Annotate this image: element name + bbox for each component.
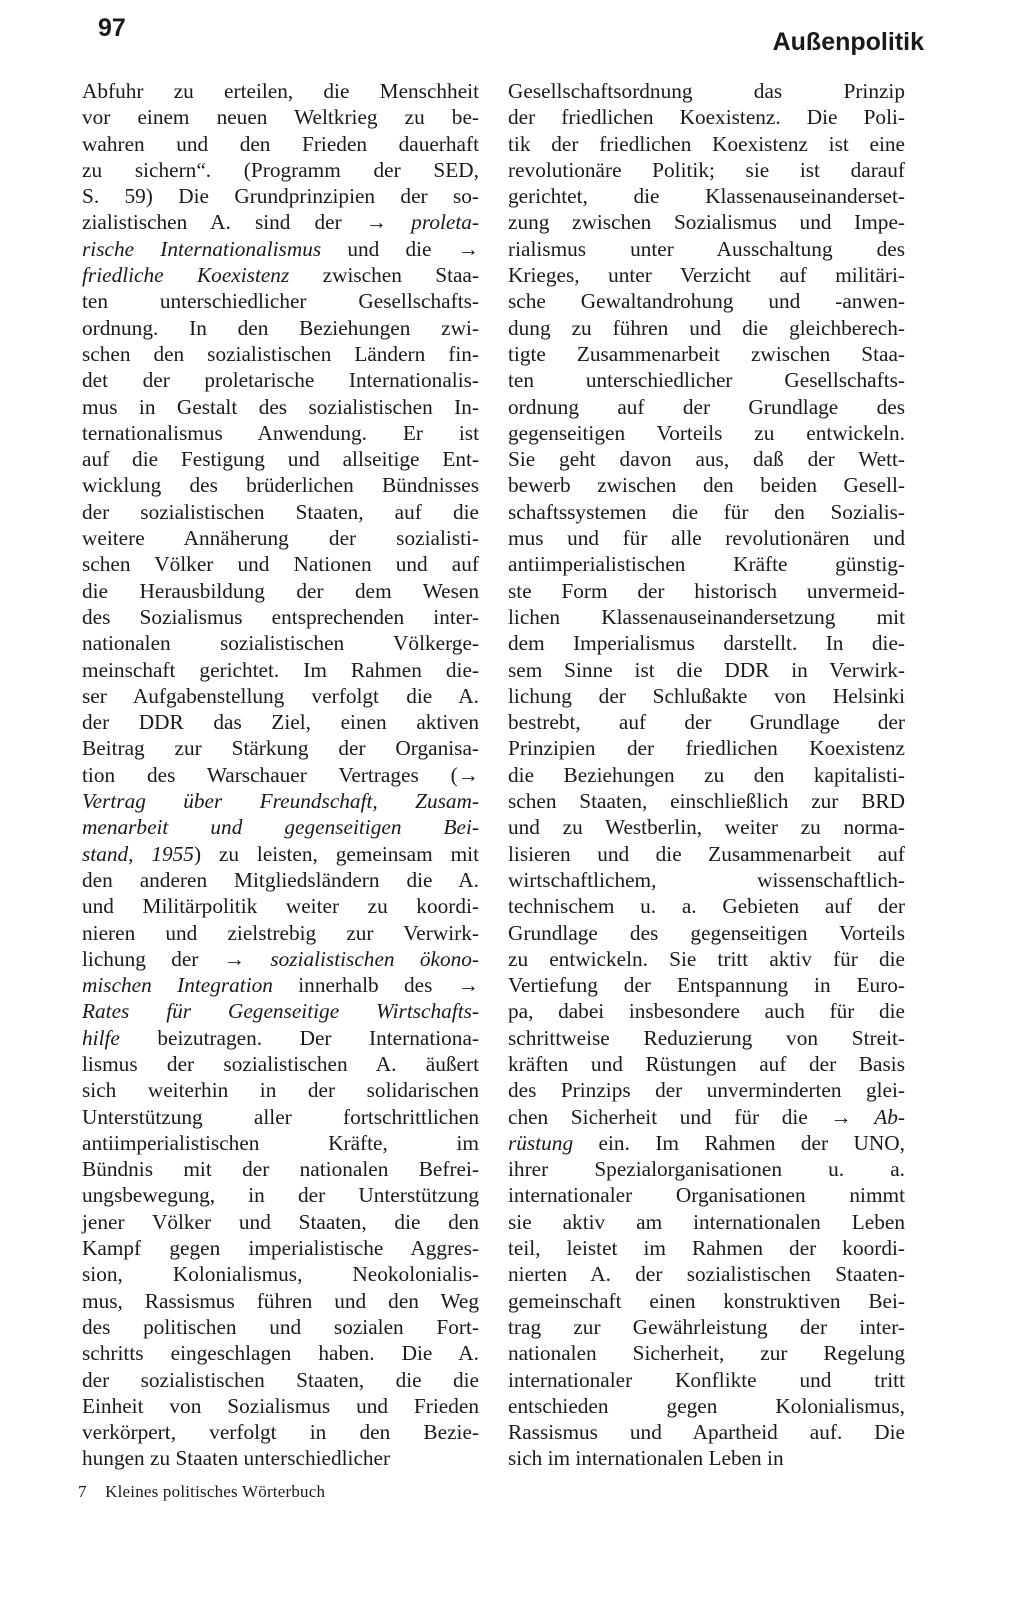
text-line [508,183,905,209]
text-line [508,1130,905,1156]
text-line [508,1288,905,1314]
text-line [82,288,479,314]
text-run: lichung der Schlußakte von Helsinki [508,683,905,708]
text-line [508,472,905,498]
text-run: vor einem neuen Weltkrieg zu be- [82,105,479,130]
text-line [508,578,905,604]
text-run: gerichtet, die Klassenauseinanderset- [508,184,905,209]
text-line [82,1261,479,1287]
text-line [508,341,905,367]
text-run: der DDR das Ziel, einen aktiven [82,710,479,735]
text-run: des Sozialismus entsprechenden inter- [82,604,479,629]
left-text-column [82,78,479,1472]
text-line [508,1261,905,1287]
text-run: schen Völker und Nationen und auf [82,552,479,577]
text-run: kräften und Rüstungen auf der Basis [508,1051,905,1076]
text-line [82,841,479,867]
text-run: innerhalb des → [272,973,479,998]
text-line [82,893,479,919]
text-line [508,551,905,577]
text-run: Gesellschaftsordnung das Prinzip [508,79,905,103]
text-line [82,578,479,604]
text-line [82,1104,479,1130]
text-line [508,367,905,393]
text-line [82,657,479,683]
text-line [82,1209,479,1235]
text-run: nationalen sozialistischen Völkerge- [82,631,479,656]
text-line [82,446,479,472]
text-run: meinschaft gerichtet. Im Rahmen die- [82,657,479,682]
text-line [82,157,479,183]
text-run: des politischen und sozialen Fort- [82,1314,479,1339]
text-line [508,1051,905,1077]
text-run: wirtschaftlichem, wissenschaftlich- [508,867,905,892]
text-run: dung zu führen und die gleichberech- [508,315,905,340]
text-run: auf die Festigung und allseitige Ent- [82,447,479,472]
text-run: und zu Westberlin, weiter zu norma- [508,815,905,840]
text-line [508,735,905,761]
text-line [82,1051,479,1077]
text-run: sion, Kolonialismus, Neokolonialis- [82,1262,479,1287]
text-run: tigte Zusammenarbeit zwischen Staa- [508,341,905,366]
italic-term: stand, 1955 [82,841,194,866]
text-line [82,1130,479,1156]
italic-term: rische Internationalismus [82,236,322,261]
text-run: ternationalismus Anwendung. Er ist [82,420,479,445]
text-run: zu sichern“. (Programm der SED, [82,157,479,182]
text-line [82,1156,479,1182]
text-line [508,420,905,446]
text-line [508,78,905,104]
text-line [82,1367,479,1393]
text-line [508,157,905,183]
text-line [82,420,479,446]
right-text-column [508,78,905,1472]
text-run: sich weiterhin in der solidarischen [82,1078,479,1103]
text-run: antiimperialistischen Kräfte günstig- [508,552,905,577]
text-run: Krieges, unter Verzicht auf militäri- [508,263,905,288]
text-run: trag zur Gewährleistung der inter- [508,1314,905,1339]
text-line [82,998,479,1024]
text-run: mus und für alle revolutionären und [508,526,905,551]
text-line [508,1419,905,1445]
text-run: Abfuhr zu erteilen, die Menschheit [82,79,479,103]
text-run: pa, dabei insbesondere auch für die [508,999,905,1024]
text-line [82,472,479,498]
text-run: Vertiefung der Entspannung in Euro- [508,973,905,998]
text-line [508,394,905,420]
text-run: ein. Im Rahmen der UNO, [573,1130,905,1155]
text-run: die Herausbildung der dem Wesen [82,578,479,603]
text-run: bestrebt, auf der Grundlage der [508,710,905,735]
text-run: Rassismus und Apartheid auf. Die [508,1420,905,1445]
text-line [508,1445,905,1471]
text-run: ihrer Spezialorganisationen u. a. [508,1157,905,1182]
text-line [508,1077,905,1103]
text-line [508,446,905,472]
text-line [508,657,905,683]
text-run: ordnung auf der Grundlage des [508,394,905,419]
text-line [82,236,479,262]
text-line [508,104,905,130]
text-run: gemeinschaft einen konstruktiven Bei- [508,1288,905,1313]
text-run: zwischen Staa- [289,263,479,288]
text-line [508,262,905,288]
text-run: sich im internationalen Leben in [508,1446,784,1471]
text-run: teil, leistet im Rahmen der koordi- [508,1236,905,1261]
text-run: beizutragen. Der Internationa- [119,1025,479,1050]
text-line [82,367,479,393]
text-line [508,1393,905,1419]
text-run: der sozialistischen Staaten, auf die [82,499,479,524]
text-run: und Militärpolitik weiter zu koordi- [82,894,479,919]
text-line [508,1367,905,1393]
text-run: ten unterschiedlicher Gesellschafts- [82,289,479,314]
text-run: bewerb zwischen den beiden Gesell- [508,473,905,498]
text-line [82,1235,479,1261]
text-run: ordnung. In den Beziehungen zwi- [82,315,479,340]
text-line [82,104,479,130]
text-run: rialismus unter Ausschaltung des [508,236,905,261]
text-run: jener Völker und Staaten, die den [82,1209,479,1234]
text-line [508,1340,905,1366]
text-line [508,1156,905,1182]
italic-term: Ab- [874,1104,905,1129]
text-run: wahren und den Frieden dauerhaft [82,131,479,156]
text-line [82,499,479,525]
text-run: technischem u. a. Gebieten auf der [508,894,905,919]
text-line [82,972,479,998]
text-run: tik der friedlichen Koexistenz ist eine [508,131,905,156]
text-line [508,499,905,525]
text-run: sie aktiv am internationalen Leben [508,1209,905,1234]
italic-term: rüstung [508,1130,574,1155]
text-run: verkörpert, verfolgt in den Bezie- [82,1420,479,1445]
text-run: wicklung des brüderlichen Bündnisses [82,473,479,498]
text-line [508,1182,905,1208]
text-line [508,1314,905,1340]
text-line [82,683,479,709]
text-line [82,1288,479,1314]
text-run: dem Imperialismus darstellt. In die- [508,631,905,656]
text-run: sem Sinne ist die DDR in Verwirk- [508,657,905,682]
text-run: der sozialistischen Staaten, die die [82,1367,479,1392]
text-line [82,315,479,341]
text-line [508,1104,905,1130]
text-line [508,315,905,341]
italic-term: hilfe [82,1025,120,1050]
text-line [82,1419,479,1445]
text-run: internationaler Konflikte und tritt [508,1367,905,1392]
text-line [82,341,479,367]
text-run: die Beziehungen zu den kapitalisti- [508,762,905,787]
italic-term: mischen Integration [82,973,273,998]
italic-term: friedliche Koexistenz [82,263,290,288]
text-run: schritts eingeschlagen haben. Die A. [82,1341,479,1366]
text-run: Sie geht davon aus, daß der Wett- [508,447,905,472]
text-run: nieren und zielstrebig zur Verwirk- [82,920,479,945]
text-run: nierten A. der sozialistischen Staaten- [508,1262,905,1287]
text-line [508,972,905,998]
text-line [508,131,905,157]
text-line [508,893,905,919]
text-run: mus, Rassismus führen und den Weg [82,1288,479,1313]
text-run: weitere Annäherung der sozialisti- [82,526,479,551]
text-line [82,630,479,656]
text-run: Grundlage des gegenseitigen Vorteils [508,920,905,945]
text-line [508,998,905,1024]
text-run: S. 59) Die Grundprinzipien der so- [82,184,479,209]
text-line [82,762,479,788]
text-line [82,78,479,104]
text-line [82,525,479,551]
text-line [508,1025,905,1051]
text-line [82,920,479,946]
italic-term: proleta- [411,210,479,235]
text-run: ungsbewegung, in der Unterstützung [82,1183,479,1208]
text-run: nationalen Sicherheit, zur Regelung [508,1341,905,1366]
text-run: lismus der sozialistischen A. äußert [82,1051,479,1076]
text-run: des Prinzips der unverminderten glei- [508,1078,905,1103]
text-run: Unterstützung aller fortschrittlichen [82,1104,479,1129]
text-line [82,1393,479,1419]
text-line [82,814,479,840]
text-line [82,867,479,893]
text-run: internationaler Organisationen nimmt [508,1183,905,1208]
text-run: antiimperialistischen Kräfte, im [82,1130,479,1155]
footer-book-title: Kleines politisches Wörterbuch [105,1482,326,1501]
text-line [508,683,905,709]
running-head: Außenpolitik [772,28,924,56]
text-line [82,1445,479,1471]
text-line [508,946,905,972]
text-run: lichen Klassenauseinandersetzung mit [508,604,905,629]
text-line [508,762,905,788]
text-line [508,236,905,262]
text-line [508,630,905,656]
text-line [82,1077,479,1103]
text-line [82,1314,479,1340]
text-run: Bündnis mit der nationalen Befrei- [82,1157,479,1182]
text-run: zung zwischen Sozialismus und Impe- [508,210,905,235]
text-line [82,709,479,735]
text-run: Prinzipien der friedlichen Koexistenz [508,736,905,761]
text-run: ser Aufgabenstellung verfolgt die A. [82,683,479,708]
italic-term: Rates für Gegenseitige Wirtschafts- [82,999,479,1024]
italic-term: menarbeit und gegenseitigen Bei- [82,815,479,840]
italic-term: Vertrag über Freundschaft, Zusam- [82,789,479,814]
text-line [508,920,905,946]
text-line [82,262,479,288]
text-line [82,946,479,972]
text-run: gegenseitigen Vorteils zu entwickeln. [508,420,905,445]
text-run: schrittweise Reduzierung von Streit- [508,1025,905,1050]
text-run: sche Gewaltandrohung und -anwen- [508,289,905,314]
text-line [82,788,479,814]
text-run: und die → [321,236,479,261]
text-run: revolutionäre Politik; sie ist darauf [508,157,905,182]
text-run: zialistischen A. sind der → [82,210,412,235]
text-run: lichung der → [82,946,271,971]
text-line [508,525,905,551]
text-line [82,1025,479,1051]
text-run: entschieden gegen Kolonialismus, [508,1393,905,1418]
text-line [508,288,905,314]
text-line [508,209,905,235]
text-run: der friedlichen Koexistenz. Die Poli- [508,105,905,130]
text-run: tion des Warschauer Vertrages (→ [82,762,479,787]
text-run: schen den sozialistischen Ländern fin- [82,341,479,366]
text-line [82,604,479,630]
text-run: zu entwickeln. Sie tritt aktiv für die [508,946,905,971]
text-line [508,814,905,840]
text-run: schaftssystemen die für den Sozialis- [508,499,905,524]
text-run: ) zu leisten, gemeinsam mit [193,841,479,866]
text-run: hungen zu Staaten unterschiedlicher [82,1446,391,1471]
text-run: Beitrag zur Stärkung der Organisa- [82,736,479,761]
text-run: lisieren und die Zusammenarbeit auf [508,841,905,866]
text-line [82,1182,479,1208]
text-line [82,551,479,577]
text-line [508,1209,905,1235]
text-line [82,394,479,420]
text-run: ten unterschiedlicher Gesellschafts- [508,368,905,393]
text-run: ste Form der historisch unvermeid- [508,578,905,603]
text-run: det der proletarische Internationalis- [82,368,479,393]
text-line [508,788,905,814]
text-line [508,841,905,867]
italic-term: sozialistischen ökono- [270,946,479,971]
text-line [508,604,905,630]
text-line [82,735,479,761]
footer-signature: 7 [78,1482,87,1501]
text-run: schen Staaten, einschließlich zur BRD [508,789,905,814]
text-line [82,131,479,157]
page-number: 97 [98,14,126,42]
text-run: Einheit von Sozialismus und Frieden [82,1393,479,1418]
text-run: den anderen Mitgliedsländern die A. [82,867,479,892]
text-line [82,183,479,209]
text-line [508,1235,905,1261]
text-run: Kampf gegen imperialistische Aggres- [82,1236,479,1261]
text-line [508,867,905,893]
text-line [508,709,905,735]
text-run: chen Sicherheit und für die → [508,1104,875,1129]
text-line [82,1340,479,1366]
text-run: mus in Gestalt des sozialistischen In- [82,394,479,419]
page-footer [78,1482,325,1502]
text-line [82,209,479,235]
